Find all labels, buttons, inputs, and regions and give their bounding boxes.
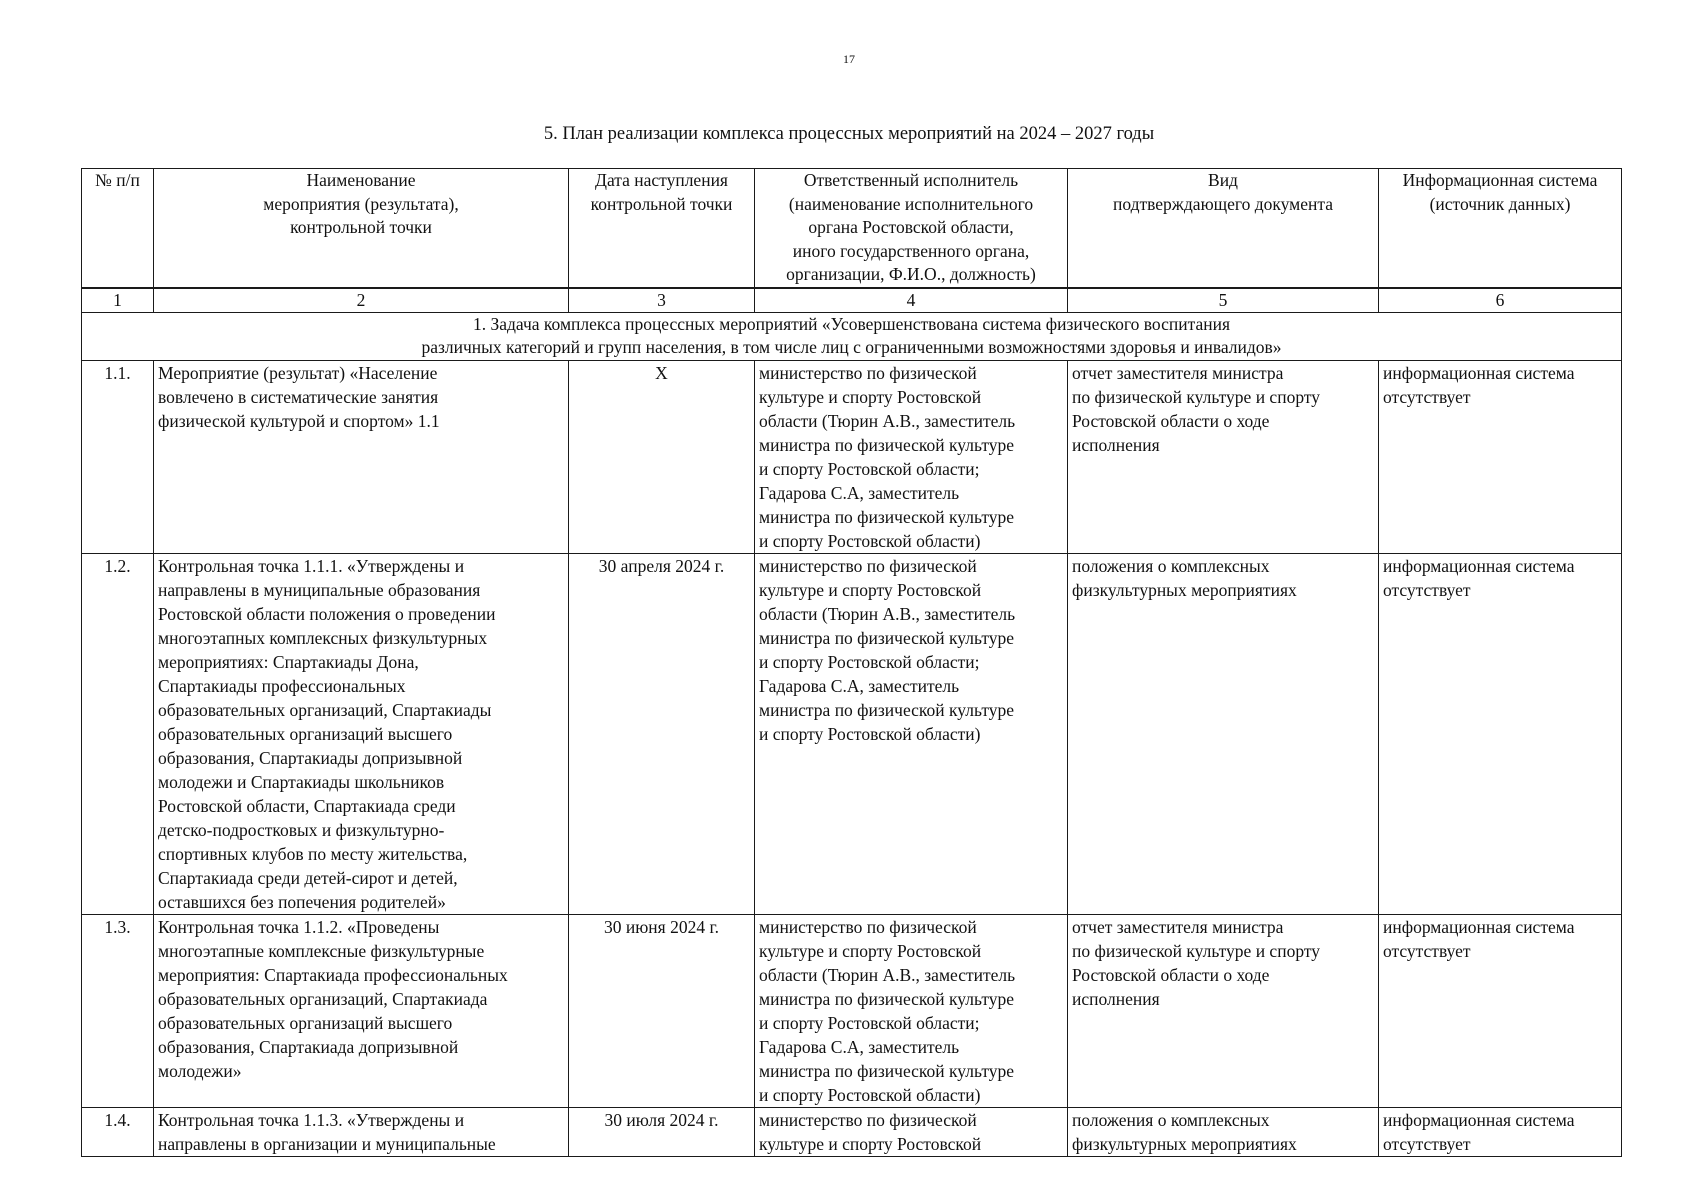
- row-number: 1.3.: [82, 914, 154, 1107]
- header-cell-responsible: Ответственный исполнитель (наименование исполнительного органа Ростовской области, иного государственного органа, организации, Ф.И.О., должность): [755, 169, 1068, 288]
- activity-name: Мероприятие (результат) «Население вовлечено в систематические занятия физической культурой и спортом» 1.1: [154, 360, 569, 553]
- information-system: информационная система отсутствует: [1379, 1107, 1622, 1156]
- header-row: [82, 169, 1622, 288]
- row-number: 1.2.: [82, 553, 154, 914]
- responsible-executor: министерство по физической культуре и спорту Ростовской области (Тюрин А.В., заместитель министра по физической культуре и спорту Ростовской области; Гадарова С.А, заместитель министра по физической культуре и спорту Ростовской области): [755, 553, 1068, 914]
- column-number-row: [82, 288, 1622, 313]
- section-title: 1. Задача комплекса процессных мероприятий «Усовершенствована система физического воспитания различных категорий и групп населения, в том числе лиц с ограниченными возможностями здоровья и инвалидов»: [82, 312, 1622, 360]
- section-row: [82, 312, 1622, 360]
- information-system: информационная система отсутствует: [1379, 360, 1622, 553]
- confirming-document: отчет заместителя министра по физической культуре и спорту Ростовской области о ходе исполнения: [1068, 914, 1379, 1107]
- document-title: 5. План реализации комплекса процессных мероприятий на 2024 – 2027 годы: [543, 124, 1155, 144]
- information-system: информационная система отсутствует: [1379, 553, 1622, 914]
- activity-name: Контрольная точка 1.1.1. «Утверждены и направлены в муниципальные образования Ростовской области положения о проведении многоэтапных комплексных физкультурных мероприятиях: Спартакиады Дона, Спартакиады профессиональных образовательных организаций, Спартакиады образовательных организаций высшего образования, Спартакиады допризывной молодежи и Спартакиады школьников Ростовской области, Спартакиада среди детско-подростковых и физкультурно- спортивных клубов по месту жительства, Спартакиада среди детей-сирот и детей, оставшихся без попечения родителей»: [154, 553, 569, 914]
- confirming-document: отчет заместителя министра по физической культуре и спорту Ростовской области о ходе исполнения: [1068, 360, 1379, 553]
- plan-table: [81, 168, 1622, 1157]
- header-cell-num: № п/п: [82, 169, 154, 288]
- responsible-executor: министерство по физической культуре и спорту Ростовской: [755, 1107, 1068, 1156]
- activity-name: Контрольная точка 1.1.2. «Проведены многоэтапные комплексные физкультурные мероприятия: Спартакиада профессиональных образовательных организаций, Спартакиада образовательных организаций высшего образования, Спартакиада допризывной молодежи»: [154, 914, 569, 1107]
- responsible-executor: министерство по физической культуре и спорту Ростовской области (Тюрин А.В., заместитель министра по физической культуре и спорту Ростовской области; Гадарова С.А, заместитель министра по физической культуре и спорту Ростовской области): [755, 914, 1068, 1107]
- responsible-executor: министерство по физической культуре и спорту Ростовской области (Тюрин А.В., заместитель министра по физической культуре и спорту Ростовской области; Гадарова С.А, заместитель министра по физической культуре и спорту Ростовской области): [755, 360, 1068, 553]
- table-row: [82, 1107, 1622, 1156]
- control-date: Х: [569, 360, 755, 553]
- column-number: 4: [755, 288, 1068, 313]
- control-date: 30 июня 2024 г.: [569, 914, 755, 1107]
- page-number: 17: [843, 52, 855, 66]
- table-row: [82, 360, 1622, 553]
- table-header: [82, 169, 1622, 313]
- table-body: [82, 312, 1622, 1156]
- column-number: 3: [569, 288, 755, 313]
- control-date: 30 июля 2024 г.: [569, 1107, 755, 1156]
- header-cell-document: Вид подтверждающего документа: [1068, 169, 1379, 288]
- table-row: [82, 914, 1622, 1107]
- header-cell-system: Информационная система (источник данных): [1379, 169, 1622, 288]
- header-cell-date: Дата наступления контрольной точки: [569, 169, 755, 288]
- control-date: 30 апреля 2024 г.: [569, 553, 755, 914]
- confirming-document: положения о комплексных физкультурных мероприятиях: [1068, 1107, 1379, 1156]
- row-number: 1.4.: [82, 1107, 154, 1156]
- table-row: [82, 553, 1622, 914]
- column-number: 2: [154, 288, 569, 313]
- row-number: 1.1.: [82, 360, 154, 553]
- confirming-document: положения о комплексных физкультурных мероприятиях: [1068, 553, 1379, 914]
- header-cell-name: Наименование мероприятия (результата), контрольной точки: [154, 169, 569, 288]
- column-number: 5: [1068, 288, 1379, 313]
- column-number: 1: [82, 288, 154, 313]
- information-system: информационная система отсутствует: [1379, 914, 1622, 1107]
- column-number: 6: [1379, 288, 1622, 313]
- activity-name: Контрольная точка 1.1.3. «Утверждены и направлены в организации и муниципальные: [154, 1107, 569, 1156]
